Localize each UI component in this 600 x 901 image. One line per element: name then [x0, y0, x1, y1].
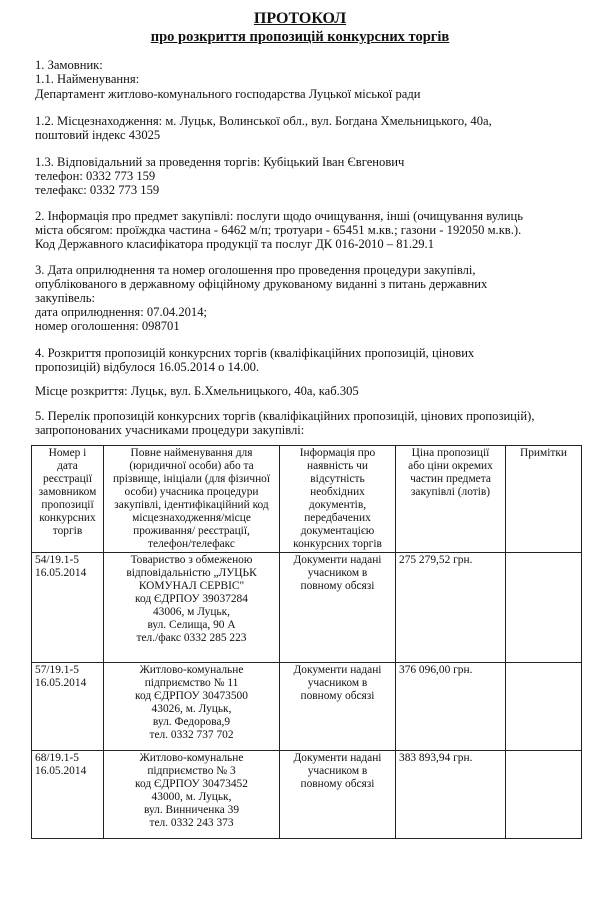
opening-line-1: 4. Розкриття пропозицій конкурсних торгів (кваліфікаційних пропозицій, цінових	[35, 346, 475, 360]
header-price: Ціна пропозиції або ціни окремих частин предмета закупівлі (лотів)	[396, 446, 506, 553]
header-participant: Повне найменування для (юридичної особи) або та прізвище, ініціали (для фізичної особи) учасника процедури закупівлі, ідентифікаційний код місцезнаходження/місце проживання/ реєстрації, телефон/телефакс	[104, 446, 280, 553]
publication-line-1: 3. Дата оприлюднення та номер оголошення про проведення процедури закупівлі,	[35, 263, 476, 277]
publication-line-3: закупівель:	[35, 291, 96, 305]
table-row	[32, 751, 582, 839]
table-row	[32, 553, 582, 663]
list-line-1: 5. Перелік пропозицій конкурсних торгів (кваліфікаційних пропозицій, цінових пропозицій),	[35, 409, 535, 423]
registration-cell: 54/19.1-5 16.05.2014	[32, 553, 104, 663]
publication-line-2: опублікованого в державному офіційному друкованому виданні з питань державних	[35, 277, 488, 291]
documents-cell: Документи надані учасником в повному обсязі	[280, 663, 396, 751]
customer-postcode: поштовий індекс 43025	[35, 128, 161, 142]
section-1-1-heading: 1.1. Найменування:	[35, 72, 140, 86]
notes-cell	[506, 663, 582, 751]
subject-code: Код Державного класифікатора продукції та послуг ДК 016-2010 – 81.29.1	[35, 237, 435, 251]
opening-line-2: пропозицій) відбулося 16.05.2014 о 14.00.	[35, 360, 260, 374]
phone: телефон: 0332 773 159	[35, 169, 156, 183]
section-1-heading: 1. Замовник:	[35, 58, 103, 72]
registration-cell: 68/19.1-5 16.05.2014	[32, 751, 104, 839]
header-documents: Інформація про наявність чи відсутність необхідних документів, передбачених документацією конкурсних торгів	[280, 446, 396, 553]
table-row	[32, 663, 582, 751]
price-cell: 376 096,00 грн.	[396, 663, 506, 751]
fax: телефакс: 0332 773 159	[35, 183, 160, 197]
subject-line-1: 2. Інформація про предмет закупівлі: послуги щодо очищування, інші (очищування вулиць	[35, 209, 523, 223]
list-line-2: запропонованих учасниками процедури закупівлі:	[35, 423, 305, 437]
price-cell: 383 893,94 грн.	[396, 751, 506, 839]
customer-address: 1.2. Місцезнаходження: м. Луцьк, Волинської обл., вул. Богдана Хмельницького, 40а,	[35, 114, 492, 128]
documents-cell: Документи надані учасником в повному обсязі	[280, 553, 396, 663]
customer-name: Департамент житлово-комунального господарства Луцької міської ради	[35, 87, 421, 101]
participant-cell: Житлово-комунальне підприємство № 3 код ЄДРПОУ 30473452 43000, м. Луцьк, вул. Винниченка 39 тел. 0332 243 373	[104, 751, 280, 839]
participant-cell: Товариство з обмеженою відповідальністю „ЛУЦЬК КОМУНАЛ СЕРВІС" код ЄДРПОУ 39037284 43006, м Луцьк, вул. Селища, 90 А тел./факс 0332 285 223	[104, 553, 280, 663]
publication-date: дата оприлюднення: 07.04.2014;	[35, 305, 208, 319]
subject-line-2: міста обсягом: проїждка частина - 6462 м/п; тротуари - 65451 м.кв.; газони - 192050 м.кв.).	[35, 223, 522, 237]
table-header-row	[32, 446, 582, 553]
document-subtitle: про розкриття пропозицій конкурсних торгів	[150, 29, 450, 45]
notes-cell	[506, 553, 582, 663]
notes-cell	[506, 751, 582, 839]
bids-table	[31, 445, 582, 839]
announcement-number: номер оголошення: 098701	[35, 319, 180, 333]
responsible-person: 1.3. Відповідальний за проведення торгів: Кубіцький Іван Євгенович	[35, 155, 405, 169]
header-number: Номер і дата реєстрації замовником пропозиції конкурсних торгів	[32, 446, 104, 553]
documents-cell: Документи надані учасником в повному обсязі	[280, 751, 396, 839]
header-notes: Примітки	[506, 446, 582, 553]
opening-place: Місце розкриття: Луцьк, вул. Б.Хмельницького, 40а, каб.305	[35, 384, 359, 398]
participant-cell: Житлово-комунальне підприємство № 11 код ЄДРПОУ 30473500 43026, м. Луцьк, вул. Федорова,9 тел. 0332 737 702	[104, 663, 280, 751]
price-cell: 275 279,52 грн.	[396, 553, 506, 663]
document-title: ПРОТОКОЛ	[253, 10, 347, 27]
registration-cell: 57/19.1-5 16.05.2014	[32, 663, 104, 751]
